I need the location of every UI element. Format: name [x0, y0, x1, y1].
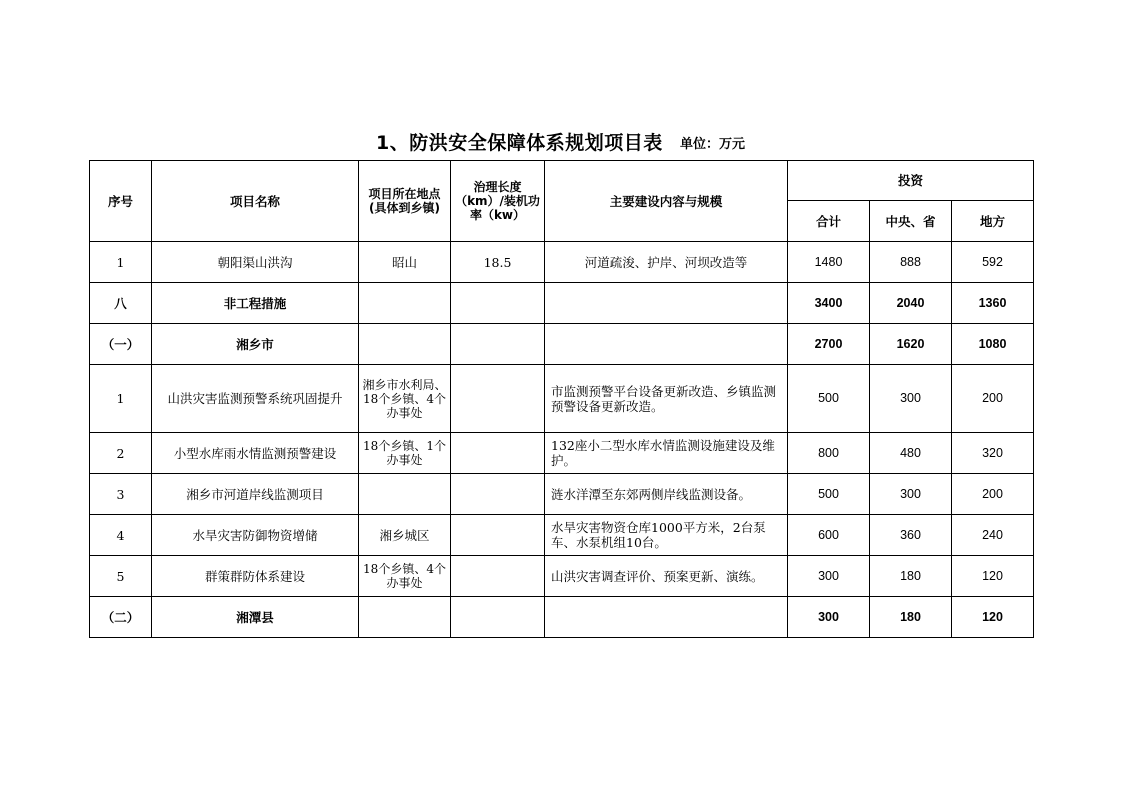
cell-central: 180 — [870, 597, 952, 638]
table-row — [90, 556, 1034, 597]
cell-location: 湘乡城区 — [359, 515, 451, 556]
cell-name: 水旱灾害防御物资增储 — [152, 515, 359, 556]
cell-name: 湘乡市 — [152, 324, 359, 365]
cell-local: 1360 — [952, 283, 1034, 324]
header-investment: 投资 — [788, 161, 1034, 201]
header-total: 合计 — [788, 201, 870, 242]
cell-location — [359, 597, 451, 638]
cell-central: 888 — [870, 242, 952, 283]
table-row — [90, 474, 1034, 515]
cell-length — [451, 556, 545, 597]
header-length: 治理长度（km）/装机功率（kw） — [451, 161, 545, 242]
cell-central: 1620 — [870, 324, 952, 365]
cell-local: 592 — [952, 242, 1034, 283]
table-row — [90, 365, 1034, 433]
cell-content — [545, 324, 788, 365]
cell-content: 132座小二型水库水情监测设施建设及维护。 — [545, 433, 788, 474]
table-row — [90, 597, 1034, 638]
cell-seq: 八 — [90, 283, 152, 324]
cell-local: 200 — [952, 474, 1034, 515]
cell-content: 山洪灾害调查评价、预案更新、演练。 — [545, 556, 788, 597]
cell-length — [451, 433, 545, 474]
cell-total: 1480 — [788, 242, 870, 283]
cell-content: 涟水洋潭至东郊两侧岸线监测设备。 — [545, 474, 788, 515]
cell-local: 320 — [952, 433, 1034, 474]
cell-total: 300 — [788, 597, 870, 638]
cell-content — [545, 597, 788, 638]
cell-total: 600 — [788, 515, 870, 556]
cell-total: 800 — [788, 433, 870, 474]
cell-length — [451, 515, 545, 556]
cell-seq: （二） — [90, 597, 152, 638]
cell-total: 3400 — [788, 283, 870, 324]
cell-name: 山洪灾害监测预警系统巩固提升 — [152, 365, 359, 433]
header-name: 项目名称 — [152, 161, 359, 242]
cell-central: 180 — [870, 556, 952, 597]
cell-seq: 1 — [90, 365, 152, 433]
cell-central: 300 — [870, 365, 952, 433]
cell-local: 240 — [952, 515, 1034, 556]
cell-location — [359, 324, 451, 365]
cell-local: 120 — [952, 556, 1034, 597]
cell-total: 500 — [788, 365, 870, 433]
cell-name: 湘乡市河道岸线监测项目 — [152, 474, 359, 515]
cell-name: 非工程措施 — [152, 283, 359, 324]
cell-length — [451, 474, 545, 515]
cell-location: 18个乡镇、1个办事处 — [359, 433, 451, 474]
cell-name: 群策群防体系建设 — [152, 556, 359, 597]
cell-location: 湘乡市水利局、18个乡镇、4个办事处 — [359, 365, 451, 433]
cell-central: 2040 — [870, 283, 952, 324]
cell-seq: 4 — [90, 515, 152, 556]
cell-local: 200 — [952, 365, 1034, 433]
unit-label: 单位：万元 — [680, 137, 746, 152]
cell-location — [359, 283, 451, 324]
table-row — [90, 515, 1034, 556]
cell-central: 480 — [870, 433, 952, 474]
cell-length — [451, 597, 545, 638]
cell-local: 1080 — [952, 324, 1034, 365]
cell-seq: （一） — [90, 324, 152, 365]
header-row-1 — [90, 161, 1034, 201]
table-row — [90, 433, 1034, 474]
cell-location: 18个乡镇、4个办事处 — [359, 556, 451, 597]
cell-content: 市监测预警平台设备更新改造、乡镇监测预警设备更新改造。 — [545, 365, 788, 433]
cell-content: 水旱灾害物资仓库1000平方米，2台泵车、水泵机组10台。 — [545, 515, 788, 556]
table-row — [90, 283, 1034, 324]
cell-total: 2700 — [788, 324, 870, 365]
cell-location: 昭山 — [359, 242, 451, 283]
cell-seq: 3 — [90, 474, 152, 515]
cell-length: 18.5 — [451, 242, 545, 283]
cell-seq: 5 — [90, 556, 152, 597]
cell-name: 朝阳渠山洪沟 — [152, 242, 359, 283]
cell-name: 小型水库雨水情监测预警建设 — [152, 433, 359, 474]
cell-name: 湘潭县 — [152, 597, 359, 638]
project-table — [89, 160, 1034, 638]
page-title: 1、防洪安全保障体系规划项目表 — [376, 132, 663, 154]
cell-total: 300 — [788, 556, 870, 597]
title-bar — [0, 128, 1122, 156]
cell-length — [451, 365, 545, 433]
cell-content — [545, 283, 788, 324]
cell-length — [451, 324, 545, 365]
cell-seq: 1 — [90, 242, 152, 283]
cell-seq: 2 — [90, 433, 152, 474]
header-local: 地方 — [952, 201, 1034, 242]
header-seq: 序号 — [90, 161, 152, 242]
cell-central: 300 — [870, 474, 952, 515]
table-row — [90, 324, 1034, 365]
cell-content: 河道疏浚、护岸、河坝改造等 — [545, 242, 788, 283]
table-row — [90, 242, 1034, 283]
cell-length — [451, 283, 545, 324]
cell-local: 120 — [952, 597, 1034, 638]
header-central: 中央、省 — [870, 201, 952, 242]
cell-location — [359, 474, 451, 515]
cell-central: 360 — [870, 515, 952, 556]
header-location: 项目所在地点(具体到乡镇) — [359, 161, 451, 242]
cell-total: 500 — [788, 474, 870, 515]
header-content: 主要建设内容与规模 — [545, 161, 788, 242]
